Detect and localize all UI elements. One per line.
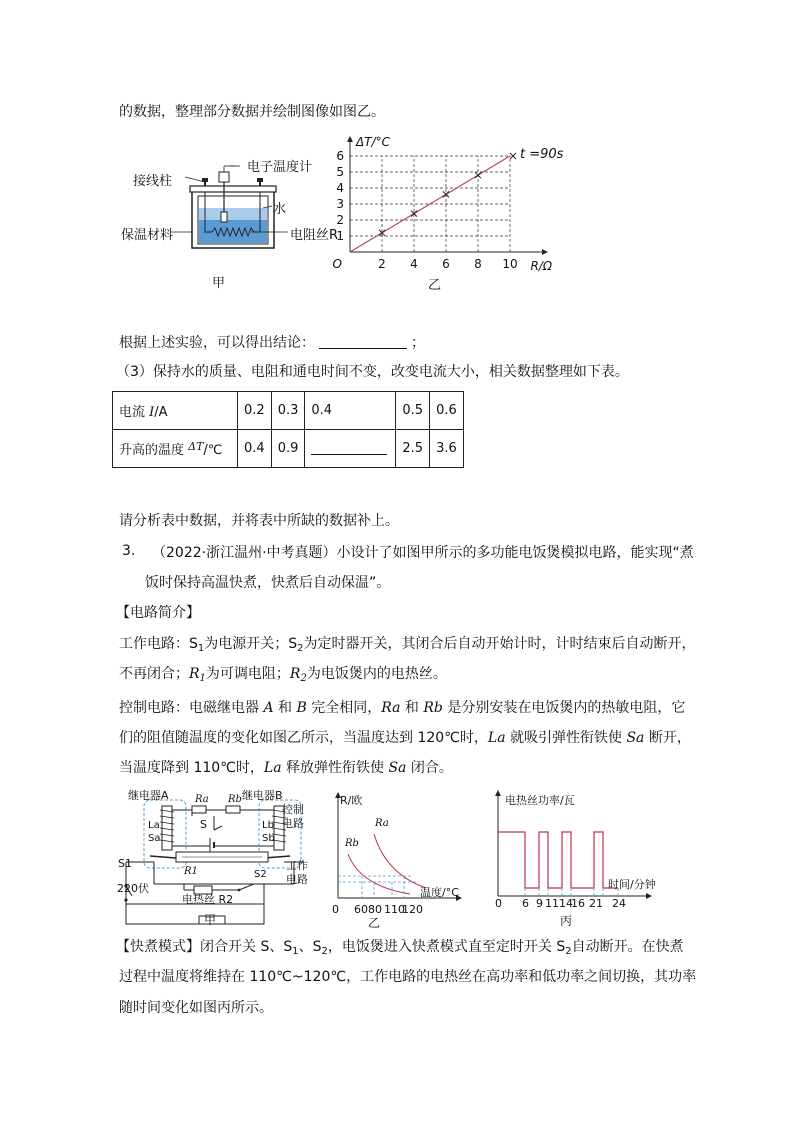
part3-text: （3）保持水的质量、电阻和通电时间不变，改变电流大小，相关数据整理如下表。 xyxy=(116,364,629,380)
x-tick-label: 8 xyxy=(474,257,482,271)
r1-label: R1 xyxy=(184,866,198,877)
conclusion-text xyxy=(119,333,425,353)
x-axis-arrow xyxy=(542,249,548,255)
work-circuit-line2: 不再闭合；$R_1$为可调电阻；$R_2$为电饭煲内的电热丝。 xyxy=(119,666,447,684)
resistance-xtick: 0 xyxy=(332,903,339,916)
x-axis-label: R/Ω xyxy=(530,259,552,273)
origin-label: O xyxy=(332,257,342,271)
sb-label: Sb xyxy=(262,833,275,844)
power-xtick: 24 xyxy=(612,897,626,910)
insulation-label: 保温材料 xyxy=(121,228,174,243)
conclusion-blank[interactable] xyxy=(319,334,407,349)
resistance-xtick: 80 xyxy=(368,903,382,916)
terminal-label: 接线柱 xyxy=(133,174,173,189)
answer-blank[interactable] xyxy=(311,440,387,455)
power-caption: 丙 xyxy=(560,914,573,928)
question-number: 3. xyxy=(122,543,136,559)
q3-line2: 饭时保持高温快煮，快煮后自动保温”。 xyxy=(145,575,391,591)
resistance-xtick: 60 xyxy=(354,903,368,916)
table-cell: 2.5 xyxy=(396,430,430,468)
table-row xyxy=(113,430,464,468)
table-row xyxy=(113,392,464,430)
sa-label: Sa xyxy=(148,833,161,844)
control-line1: 控制电路：电磁继电器 A 和 B 完全相同，Ra 和 Rb 是分别安装在电饭煲内的热敏电阻，它 xyxy=(119,700,686,716)
la-label: La xyxy=(148,820,160,831)
s1-label: S1 xyxy=(118,857,132,870)
control-label xyxy=(282,803,304,831)
delta-t-vs-resistance-chart xyxy=(330,132,570,292)
x-tick-label: 2 xyxy=(378,257,386,271)
power-xtick: 9 xyxy=(536,897,543,910)
table-cell: 0.5 xyxy=(396,392,430,430)
data-table xyxy=(112,391,464,468)
power-curve xyxy=(498,832,618,888)
voltage-label: 220伏 xyxy=(117,882,149,895)
table-cell: 0.6 xyxy=(430,392,464,430)
intro-text: 的数据，整理部分数据并绘制图像如图乙。 xyxy=(119,104,385,120)
fast-mode-line1: 【快煮模式】闭合开关 S、$S_1$、$S_2$，电饭煲进入快煮模式直至定时开关 $S_2$自动断开。在快煮 xyxy=(116,939,684,957)
y-axis-arrow xyxy=(347,136,353,142)
x-tick-label: 4 xyxy=(410,257,418,271)
x-tick-label: 10 xyxy=(502,257,518,271)
y-axis-label: ΔT/°C xyxy=(356,135,390,149)
resistor-label: 电阻丝R xyxy=(290,228,339,243)
y-tick-label: 4 xyxy=(336,181,344,195)
control-line3: 当温度降到 110℃时，La 释放弹性衔铁使 Sa 闭合。 xyxy=(119,760,453,776)
work-label-line1: 工作 xyxy=(286,859,308,872)
table-cell-label: 电流 I/A xyxy=(113,392,238,430)
table-cell: 3.6 xyxy=(430,430,464,468)
x-tick-label: 6 xyxy=(442,257,450,271)
power-xtick: 21 xyxy=(589,897,603,910)
power-xlabel: 时间/分钟 xyxy=(608,878,656,891)
relay-b-label: 继电器B xyxy=(242,789,283,802)
data-point xyxy=(475,172,481,178)
work-label xyxy=(286,859,308,887)
fast-mode-line2: 过程中温度将维持在 110℃~120℃，工作电路的电热丝在高功率和低功率之间切换，其功率 xyxy=(119,969,697,985)
y-tick-label: 3 xyxy=(336,197,344,211)
power-ylabel: 电热丝功率/瓦 xyxy=(505,794,575,807)
table-cell: 0.2 xyxy=(238,392,272,430)
chart-yi-caption: 乙 xyxy=(428,278,442,293)
work-label-line2: 电路 xyxy=(286,873,308,886)
figure-jia-caption: 甲 xyxy=(212,276,226,291)
table-cell: 0.4 xyxy=(238,430,272,468)
power-xtick: 16 xyxy=(571,897,585,910)
control-line2: 们的阻值随温度的变化如图乙所示，当温度达到 120℃时，La 就吸引弹性衔铁使 Sa 断开， xyxy=(119,730,691,746)
power-xtick: 6 xyxy=(522,897,529,910)
heater-label: 电热丝 R2 xyxy=(182,893,234,906)
power-xtick: 11 xyxy=(545,897,559,910)
power-xtick: 14 xyxy=(559,897,573,910)
table-cell-label: 升高的温度 $^{\Delta T}$/℃ xyxy=(113,430,238,468)
resistance-xlabel: 温度/°C xyxy=(420,886,459,899)
conclusion-prefix: 根据上述实验，可以得出结论： xyxy=(119,335,315,351)
y-tick-label: 1 xyxy=(336,229,344,243)
lb-label: Lb xyxy=(262,820,274,831)
y-tick-label: 2 xyxy=(336,213,344,227)
resistance-ylabel: R/欧 xyxy=(340,794,363,807)
annotation-label: t =90s xyxy=(520,147,564,162)
rb-label: Rb xyxy=(228,794,242,805)
table-cell-blank[interactable] xyxy=(305,430,396,468)
resistance-xtick: 120 xyxy=(402,903,423,916)
s2-label: S2 xyxy=(254,869,267,880)
resistance-xtick: 110 xyxy=(384,903,405,916)
water-label: 水 xyxy=(273,202,287,217)
control-label-line1: 控制 xyxy=(282,803,304,816)
control-label-line2: 电路 xyxy=(282,817,304,830)
table-cell: 0.3 xyxy=(271,392,305,430)
curve-rb-label: Rb xyxy=(345,838,359,849)
fast-mode-line3: 随时间变化如图丙所示。 xyxy=(119,1000,273,1016)
y-tick-label: 5 xyxy=(336,165,344,179)
relay-a-label: 继电器A xyxy=(128,789,169,802)
work-circuit-line1: 工作电路：$S_1$为电源开关；$S_2$为定时器开关，其闭合后自动开始计时，计时结束后自动断开， xyxy=(119,636,696,654)
section-title: 【电路简介】 xyxy=(116,605,200,621)
table-cell: 0.4 xyxy=(305,392,396,430)
resistance-caption: 乙 xyxy=(368,916,381,930)
y-tick-label: 6 xyxy=(336,149,344,163)
q3-line1: （2022·浙江温州·中考真题）小设计了如图甲所示的多功能电饭煲模拟电路，能实现“煮 xyxy=(152,545,694,561)
table-cell: 0.9 xyxy=(271,430,305,468)
curve-ra-label: Ra xyxy=(375,818,389,829)
conclusion-suffix: ； xyxy=(411,335,425,351)
circuit-caption: 甲 xyxy=(204,913,217,927)
thermometer-label: 电子温度计 xyxy=(247,160,313,175)
s-label: S xyxy=(200,818,207,831)
curve-ra xyxy=(374,834,426,888)
ra-label: Ra xyxy=(195,794,209,805)
power-xtick: 0 xyxy=(495,897,502,910)
analyze-text: 请分析表中数据，并将表中所缺的数据补上。 xyxy=(119,513,399,529)
